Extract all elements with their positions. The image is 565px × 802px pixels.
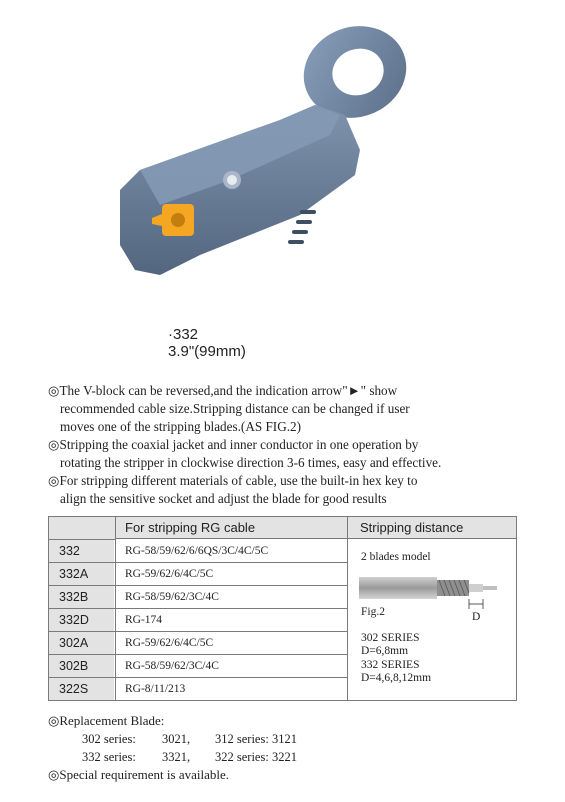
replacement-series: 312 series: (215, 732, 269, 746)
table-row (49, 540, 347, 563)
table-row (49, 563, 347, 586)
replacement-title: ◎Replacement Blade: (48, 713, 165, 728)
header-model (49, 517, 115, 540)
feature-line: align the sensitive socket and adjust the blade for good results (60, 491, 387, 506)
series-332-label: 332 SERIES (361, 659, 420, 671)
row-cable: RG-58/59/62/3C/4C (125, 660, 219, 672)
replacement-blade: 3321, (162, 750, 191, 764)
tool-length: 3.9"(99mm) (168, 343, 246, 360)
feature-line: moves one of the stripping blades.(AS FIG.2) (60, 419, 302, 434)
table-row (49, 609, 347, 632)
row-model: 302A (49, 632, 114, 654)
feature-line: rotating the stripper in clockwise direction 3-6 times, easy and effective. (60, 455, 442, 470)
table-row (49, 678, 347, 700)
row-model: 332D (49, 609, 114, 631)
header-cable: For stripping RG cable (115, 517, 348, 539)
feature-line: ◎Stripping the coaxial jacket and inner conductor in one operation by (48, 437, 419, 452)
row-cable: RG-174 (125, 614, 163, 626)
row-cable: RG-58/59/62/3C/4C (125, 591, 219, 603)
column-divider (347, 517, 348, 700)
feature-hex-key (48, 472, 417, 508)
feature-v-block (48, 382, 410, 436)
row-model: 332 (49, 540, 114, 562)
model-number: ·332 (168, 326, 199, 343)
row-cable: RG-58/59/62/6/6QS/3C/4C/5C (125, 545, 269, 557)
spec-table (48, 516, 517, 701)
row-model: 302B (49, 655, 114, 677)
series-302-label: 302 SERIES (361, 632, 420, 644)
table-row (49, 586, 347, 609)
series-332-distance: D=4,6,8,12mm (361, 672, 432, 684)
cable-stripper-image (100, 10, 430, 300)
replacement-series: 302 series: (82, 732, 136, 746)
row-cable: RG-59/62/6/4C/5C (125, 568, 214, 580)
row-model: 322S (49, 678, 114, 700)
d-label: D (472, 611, 481, 623)
replacement-blade: 3121 (272, 732, 297, 746)
blades-model-label: 2 blades model (361, 551, 431, 563)
table-row (49, 632, 347, 655)
row-cable: RG-59/62/6/4C/5C (125, 637, 214, 649)
feature-line: ◎For stripping different materials of cable, use the built-in hex key to (48, 473, 418, 488)
replacement-blade: 3021, (162, 732, 191, 746)
special-requirement-note: ◎Special requirement is available. (48, 767, 229, 782)
fig-label: Fig.2 (361, 606, 385, 618)
row-model: 332B (49, 586, 114, 608)
feature-stripping (48, 436, 441, 472)
series-302-distance: D=6,8mm (361, 645, 409, 657)
replacement-series: 332 series: (82, 750, 136, 764)
feature-line: ◎The V-block can be reversed,and the indication arrow"►" show (48, 383, 398, 398)
row-cable: RG-8/11/213 (125, 683, 186, 695)
row-model: 332A (49, 563, 114, 585)
feature-line: recommended cable size.Stripping distance can be changed if user (60, 401, 410, 416)
header-distance: Stripping distance (348, 517, 516, 539)
replacement-blade: 3221 (272, 750, 297, 764)
table-row (49, 655, 347, 678)
replacement-series: 322 series: (215, 750, 269, 764)
